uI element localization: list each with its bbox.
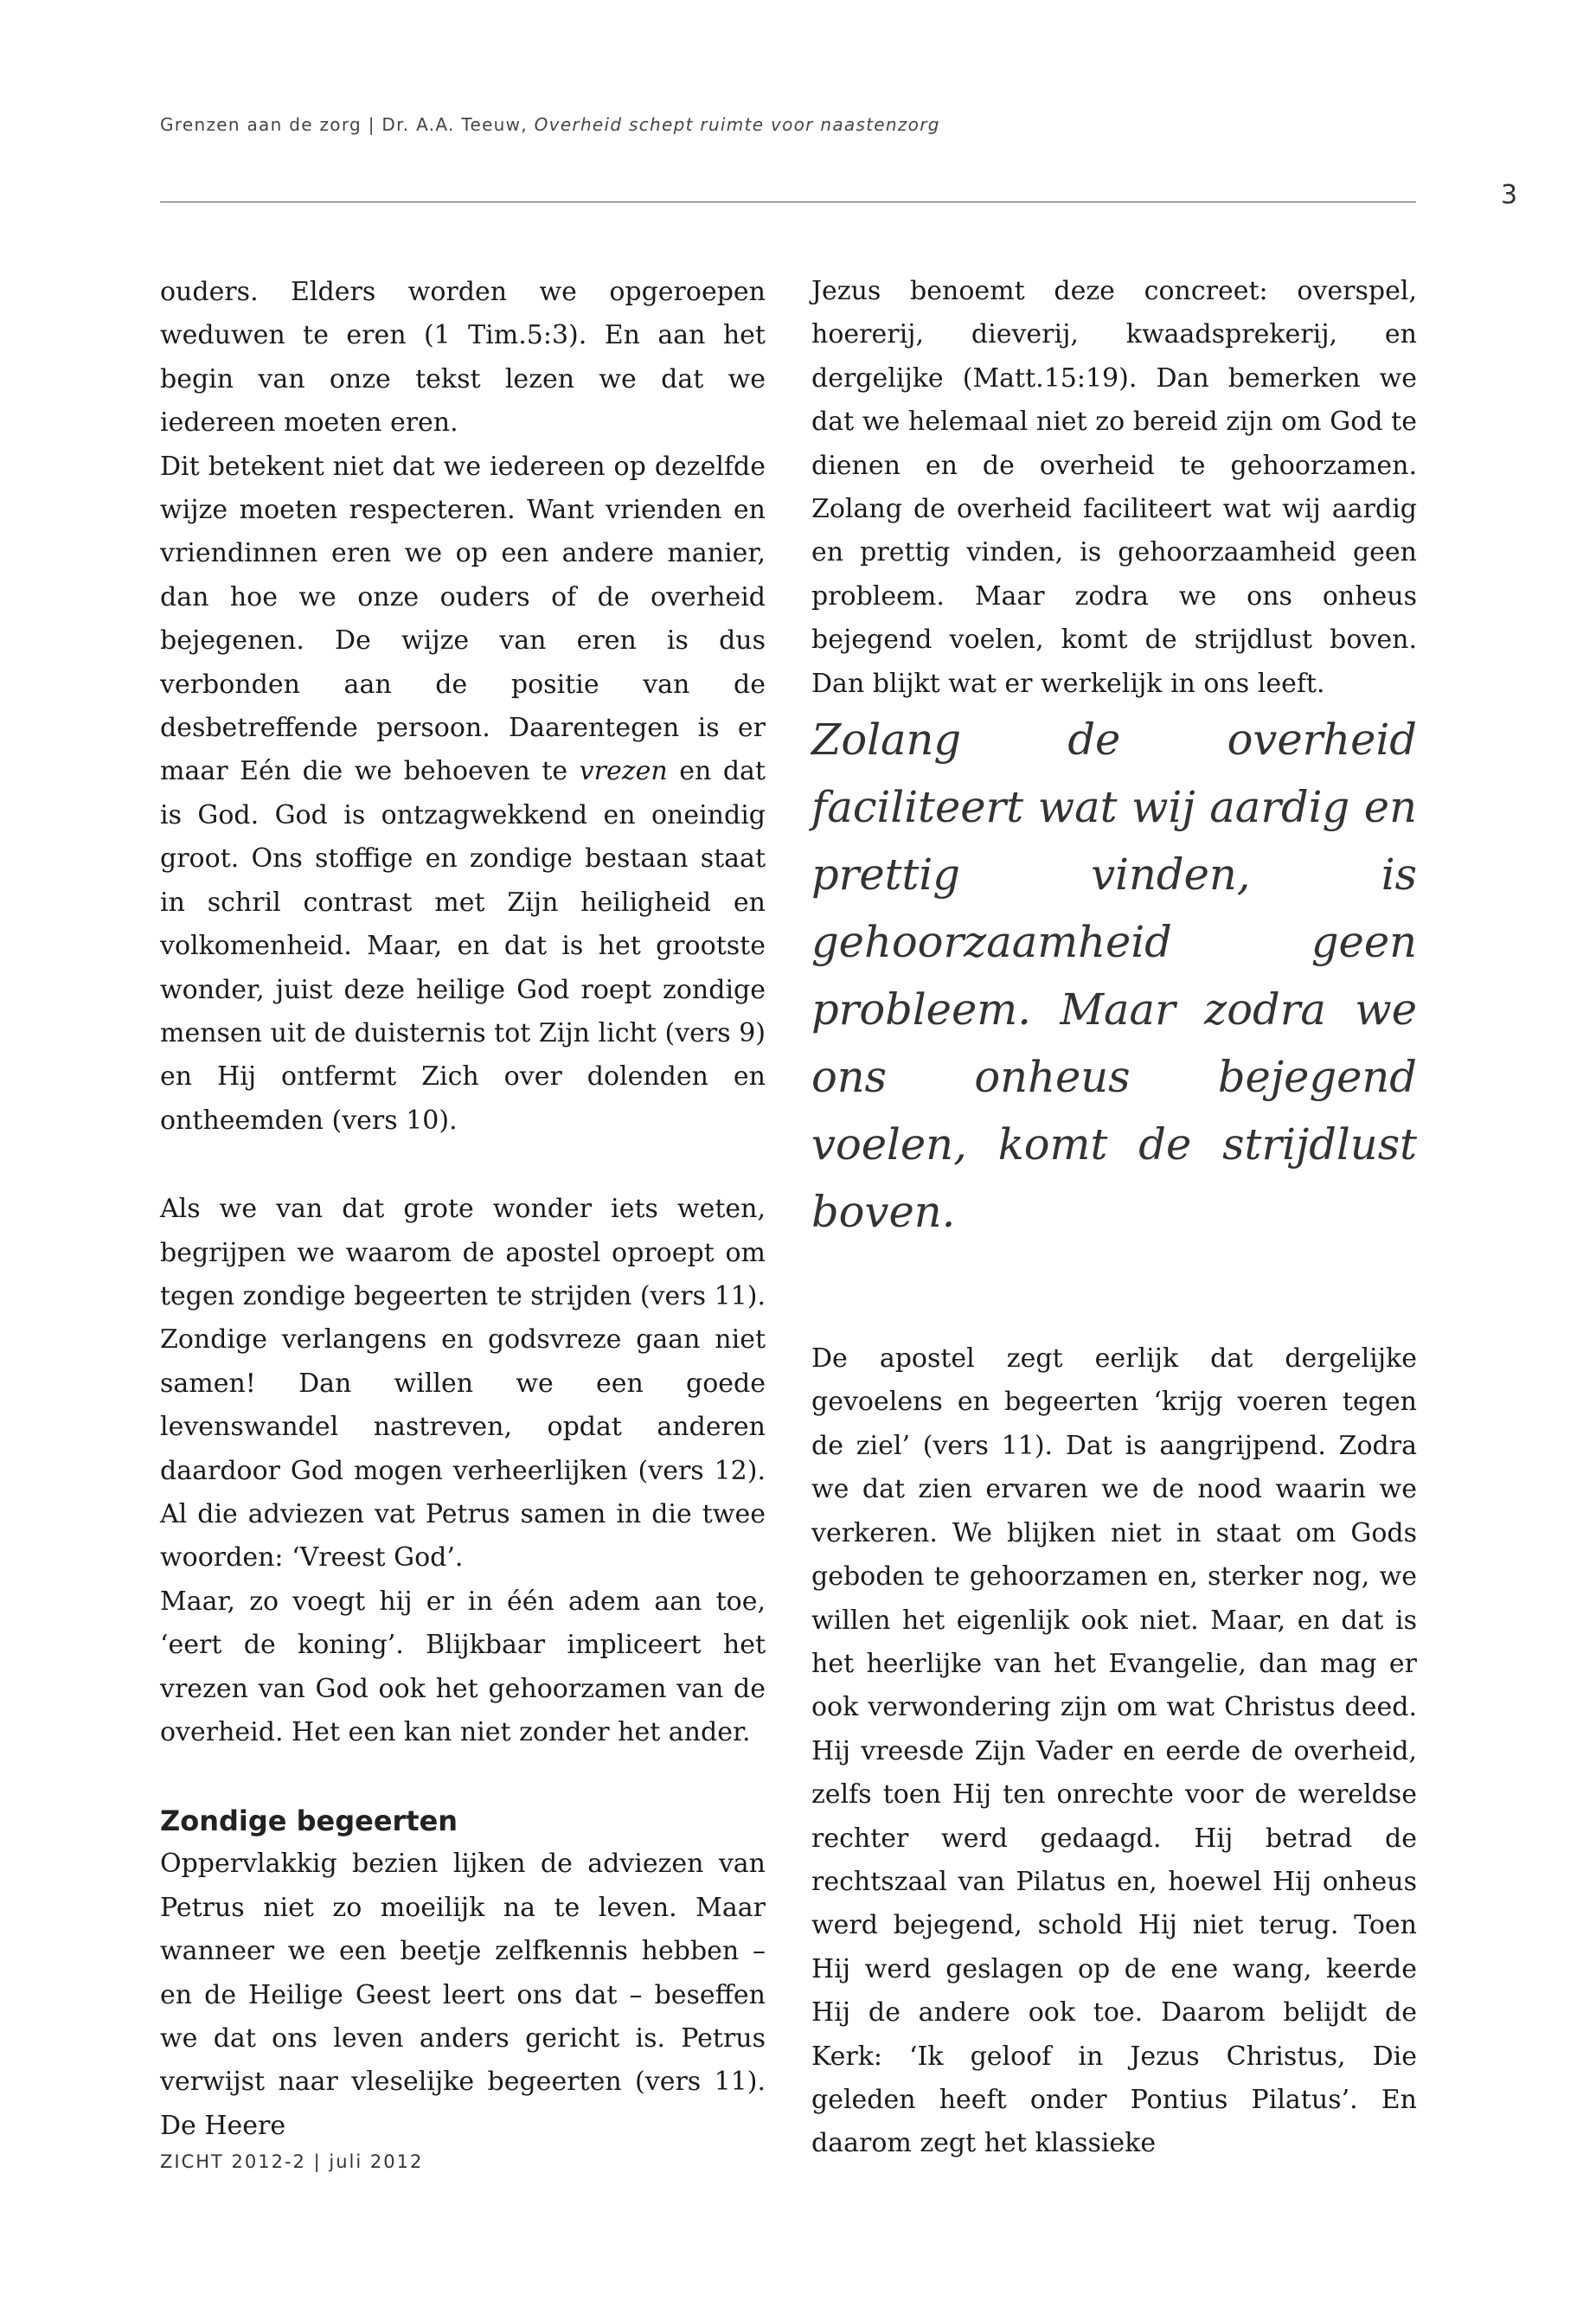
paragraph-text: Dit betekent niet dat we iedereen op dezelfde wijze moeten respecteren. Want vrienden en vriendinnen eren we op een andere manier, dan hoe we onze ouders of de overheid bejegenen. De wijze van eren is dus verbonden aan de positie van de desbetreffende persoon. Daarentegen is er maar Eén die we behoeven te (160, 451, 766, 787)
header-title: Overheid schept ruimte voor naastenzorg (534, 114, 940, 135)
right-column (811, 270, 1417, 2166)
running-footer (160, 2151, 423, 2172)
paragraph: De apostel zegt eerlijk dat dergelijke gevoelens en begeerten ‘krijg voeren tegen de ziel’ (vers 11). Dat is aangrijpend. Zodra we dat zien ervaren we de nood waarin we verkeren. We blijken niet in staat om Gods geboden te gehoorzamen en, sterker nog, we willen het eigenlijk ook niet. Maar, en dat is het heerlijke van het Evangelie, dan mag er ook verwondering zijn om wat Christus deed. Hij vreesde Zijn Vader en eerde de overheid, zelfs toen Hij ten onrechte voor de wereldse rechter werd gedaagd. Hij betrad de rechtszaal van Pilatus en, hoewel Hij onheus werd bejegend, schold Hij niet terug. Toen Hij werd geslagen op de ene wang, keerde Hij de andere ook toe. Daarom belijdt de Kerk: ‘Ik geloof in Jezus Christus, Die geleden heeft onder Pontius Pilatus’. En daarom zegt het klassieke (811, 1343, 1417, 2159)
paragraph-text: en dat is God. God is ontzagwekkend en oneindig groot. Ons stoffige en zondige bestaan staat in schril contrast met Zijn heiligheid en volkomenheid. Maar, en dat is het grootste wonder, juist deze heilige God roept zondige mensen uit de duisternis tot Zijn licht (vers 9) en Hij ontfermt Zich over dolenden en ontheemden (vers 10). (160, 756, 766, 1136)
section-heading: Zondige begeerten (160, 1804, 458, 1838)
header-section: Grenzen aan de zorg (160, 114, 362, 135)
paragraph-gap (160, 1143, 766, 1188)
paragraph-gap (160, 1754, 766, 1799)
pull-quote: Zolang de overheid faciliteert wat wij aardig en prettig vinden, is gehoorzaamheid geen probleem. Maar zodra we ons onheus bejegend voelen, komt de strijdlust boven. (811, 715, 1417, 1238)
page-number: 3 (1501, 180, 1518, 210)
footer-publication: ZICHT 2012-2 (160, 2151, 306, 2172)
footer-separator: | (313, 2151, 322, 2172)
header-separator: | (368, 114, 375, 135)
paragraph: ouders. Elders worden we opgeroepen weduwen te eren (1 Tim.5:3). En aan het begin van onze tekst lezen we dat we iedereen moeten eren. (160, 277, 766, 439)
paragraph-gap (811, 1246, 1417, 1337)
emphasis: vrezen (579, 756, 668, 787)
paragraph: Als we van dat grote wonder iets weten, begrijpen we waarom de apostel oproept om tegen zondige begeerten te strijden (vers 11). Zondige verlangens en godsvreze gaan niet samen! Dan willen we een goede levenswandel nastreven, opdat anderen daardoor God mogen verheerlijken (vers 12). Al die adviezen vat Petrus samen in die twee woorden: ‘Vreest God’. (160, 1194, 766, 1574)
paragraph: Oppervlakkig bezien lijken de adviezen van Petrus niet zo moeilijk na te leven. Maar wanneer we een beetje zelfkennis hebben – en de Heilige Geest leert ons dat – beseffen we dat ons leven anders gericht is. Petrus verwijst naar vleselijke begeerten (vers 11). De Heere (160, 1849, 766, 2141)
footer-date: juli 2012 (329, 2151, 424, 2172)
paragraph (160, 445, 766, 1144)
header-author: Dr. A.A. Teeuw, (381, 114, 528, 135)
running-header (160, 114, 940, 135)
paragraph: Maar, zo voegt hij er in één adem aan toe, ‘eert de koning’. Blijkbaar impliceert het vrezen van God ook het gehoorzamen van de overheid. Het een kan niet zonder het ander. (160, 1586, 766, 1747)
left-column (160, 271, 766, 2148)
paragraph: Jezus benoemt deze concreet: overspel, hoererij, dieverij, kwaadsprekerij, en dergelijke (Matt.15:19). Dan bemerken we dat we helemaal niet zo bereid zijn om God te dienen en de overheid te gehoorzamen. Zolang de overheid faciliteert wat wij aardig en prettig vinden, is gehoorzaamheid geen probleem. Maar zodra we ons onheus bejegend voelen, komt de strijdlust boven. Dan blijkt wat er werkelijk in ons leeft. (811, 276, 1417, 699)
